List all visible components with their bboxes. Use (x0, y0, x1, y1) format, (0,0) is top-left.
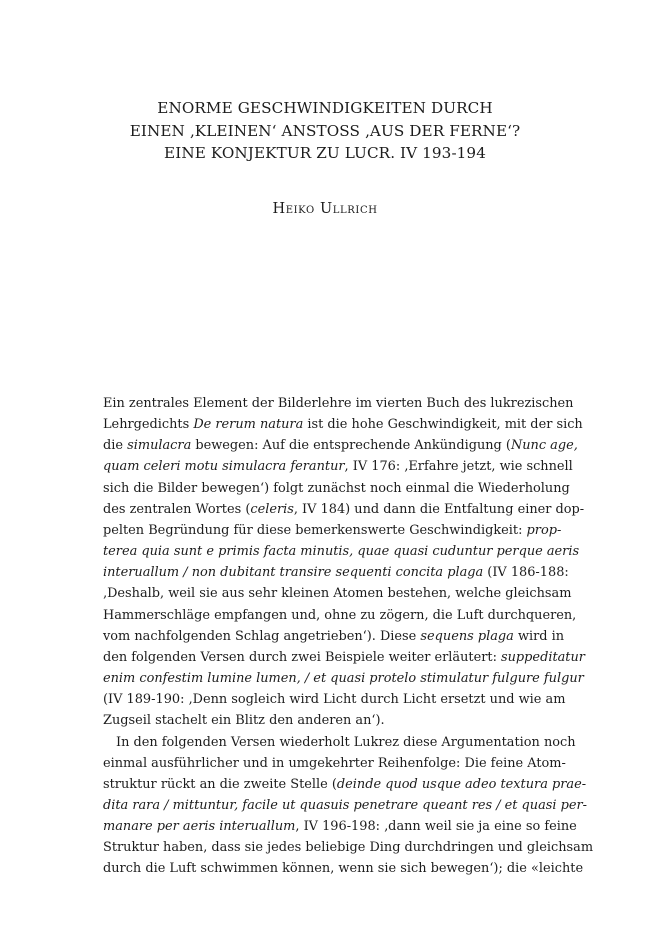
text-line: quam celeri motu simulacra ferantur, IV 176: ‚Erfahre jetzt, wie schnell (103, 459, 573, 475)
title-line: EINEN ‚KLEINEN‘ ANSTOSS ‚AUS DER FERNE‘? (129, 121, 521, 140)
text-line: Lehrgedichts De rerum natura ist die hohe Geschwindigkeit, mit der sich (103, 417, 583, 433)
text-line: Hammerschläge empfangen und, ohne zu zögern, die Luft durchqueren, (103, 607, 577, 623)
title-line: ENORME GESCHWINDIGKEITEN DURCH (157, 99, 493, 117)
text-line: enim confestim lumine lumen, / et quasi protelo stimulatur fulgure fulgur (103, 671, 584, 687)
text-line: Zugseil stachelt ein Blitz den anderen an‘). (103, 713, 385, 729)
text-line: Struktur haben, dass sie jedes beliebige Ding durchdringen und gleichsam (103, 840, 594, 856)
text-line: dita rara / mittuntur, facile ut quasuis penetrare queant res / et quasi per- (103, 797, 588, 813)
text-line: pelten Begründung für diese bemerkenswerte Geschwindigkeit: prop- (103, 522, 562, 538)
text-line: vom nachfolgenden Schlag angetrieben‘). Diese sequens plaga wird in (103, 628, 565, 644)
text-line: ‚Deshalb, weil sie aus sehr kleinen Atomen bestehen, welche gleichsam (103, 586, 572, 602)
text-line: einmal ausführlicher und in umgekehrter Reihenfolge: Die feine Atom- (103, 755, 566, 771)
text-line: In den folgenden Versen wiederholt Lukrez diese Argumentation noch (116, 734, 576, 750)
text-line: durch die Luft schwimmen können, wenn sie sich bewegen‘); die «leichte (103, 861, 584, 877)
text-line: Ein zentrales Element der Bilderlehre im vierten Buch des lukrezischen (103, 396, 574, 411)
body-text (103, 393, 594, 880)
text-line: (IV 189-190: ‚Denn sogleich wird Licht durch Licht ersetzt und wie am (103, 692, 566, 708)
text-line: struktur rückt an die zweite Stelle (deinde quod usque adeo textura prae- (103, 776, 587, 792)
text-line: sich die Bilder bewegen‘) folgt zunächst noch einmal die Wiederholung (103, 480, 570, 496)
text-line: interuallum / non dubitant transire sequenti concita plaga (IV 186-188: (103, 565, 569, 581)
text-line: manare per aeris interuallum, IV 196-198: ‚dann weil sie ja eine so feine (103, 819, 577, 835)
text-line: des zentralen Wortes (celeris, IV 184) und dann die Entfaltung einer dop- (103, 501, 585, 517)
article-title (100, 97, 550, 165)
text-line: den folgenden Versen durch zwei Beispiele weiter erläutert: suppeditatur (103, 649, 585, 665)
author-name: Heiko Ullrich (272, 201, 378, 217)
title-line: EINE KONJEKTUR ZU LUCR. IV 193-194 (164, 144, 486, 162)
text-line: die simulacra bewegen: Auf die entsprechende Ankündigung (Nunc age, (103, 438, 578, 454)
text-line: terea quia sunt e primis facta minutis, quae quasi cuduntur perque aeris (103, 544, 580, 560)
